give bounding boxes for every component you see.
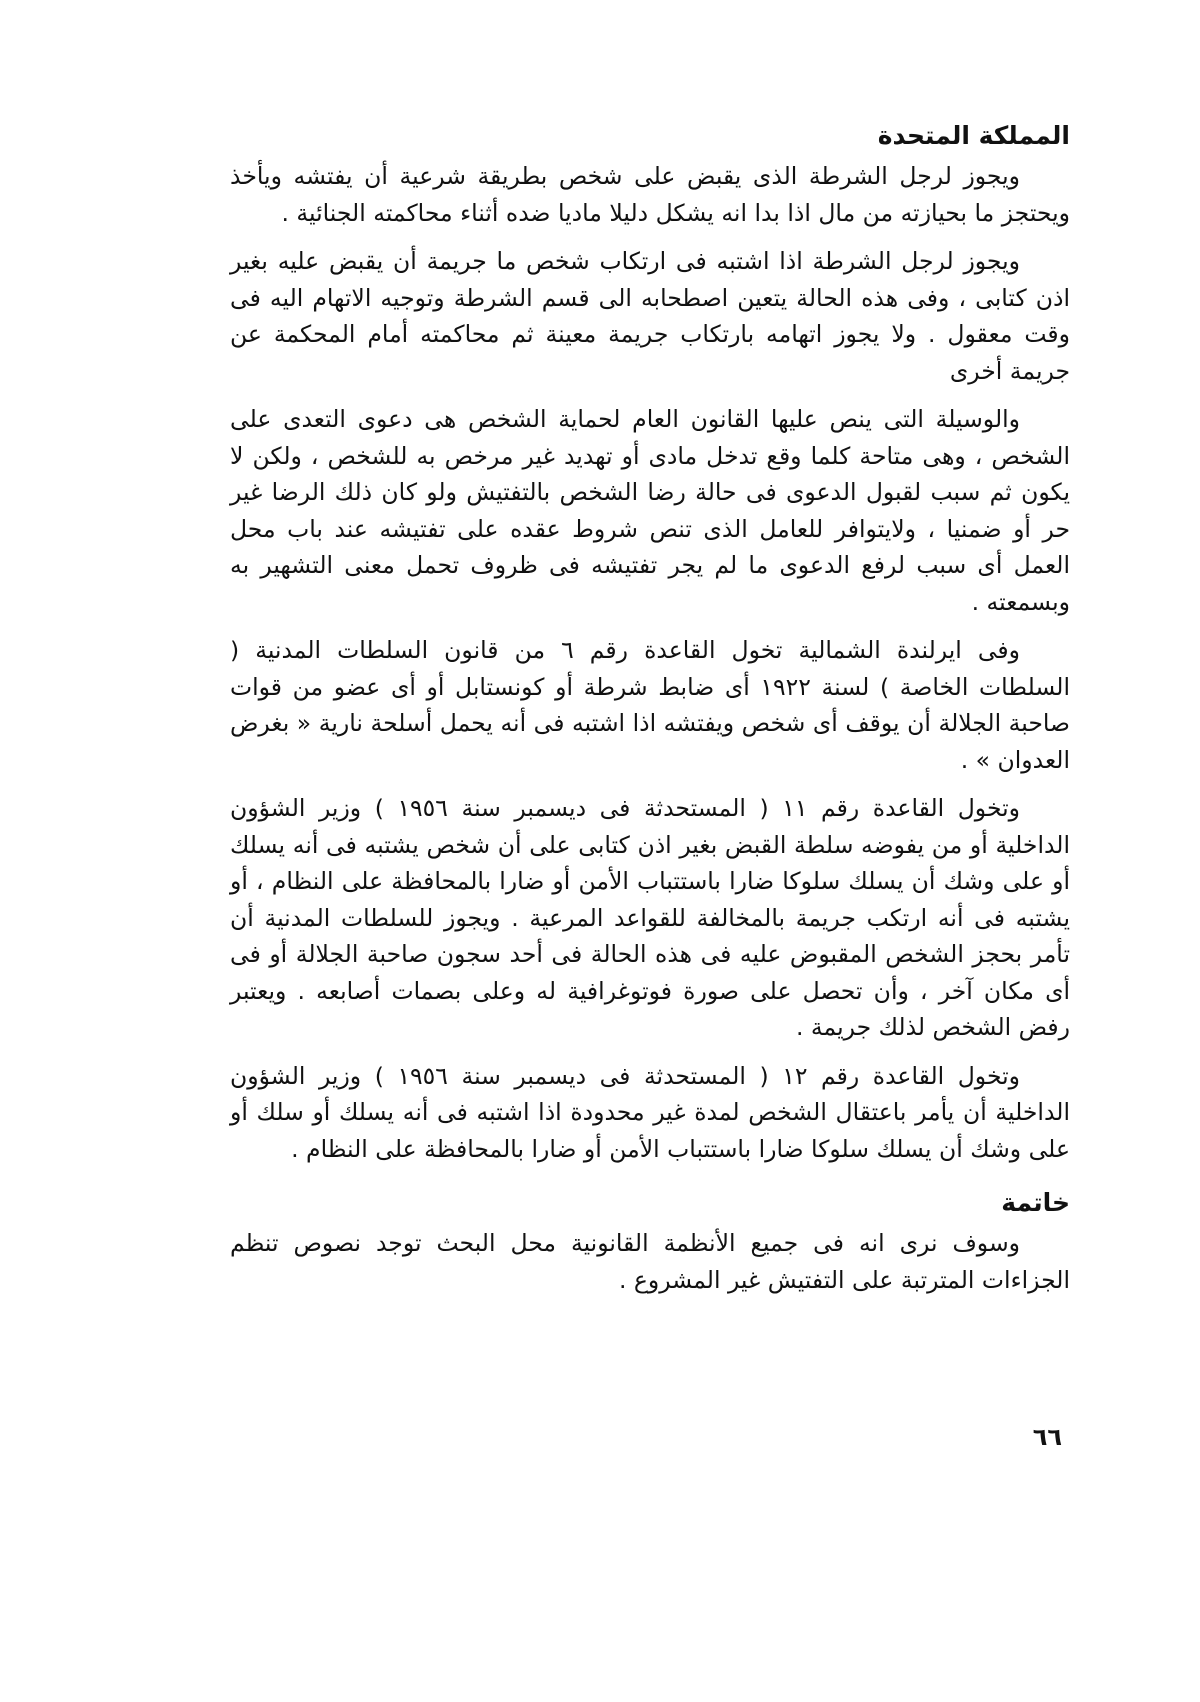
section-heading-united-kingdom: المملكة المتحدة	[877, 121, 1070, 150]
text-column	[230, 118, 1070, 1310]
paragraph-1: ويجوز لرجل الشرطة الذى يقبض على شخص بطريقة شرعية أن يفتشه ويأخذ ويحتجز ما بحيازته من مال اذا بدا انه يشكل دليلا ماديا ضده أثناء محاكمته الجنائية .	[230, 162, 1070, 227]
page-number: ٦٦	[1032, 1423, 1062, 1451]
paragraph-6: وتخول القاعدة رقم ١٢ ( المستحدثة فى ديسمبر سنة ١٩٥٦ ) وزير الشؤون الداخلية أن يأمر باعتقال الشخص لمدة غير محدودة اذا اشتبه فى أنه يسلك أو سلك أو على وشك أن يسلك سلوكا ضارا باستتباب الأمن أو ضارا بالمحافظة على النظام .	[230, 1061, 1070, 1163]
paragraph-5: وتخول القاعدة رقم ١١ ( المستحدثة فى ديسمبر سنة ١٩٥٦ ) وزير الشؤون الداخلية أو من يفوضه سلطة القبض بغير اذن كتابى على أن شخص يشتبه فى أنه يسلك أو على وشك أن يسلك سلوكا ضارا باستتباب الأمن أو ضارا بالمحافظة على النظام ، أو يشتبه فى أنه ارتكب جريمة بالمخالفة للقواعد المرعية . ويجوز للسلطات المدنية أن تأمر بحجز الشخص المقبوض عليه فى هذه الحالة فى أحد سجون صاحبة الجلالة أو فى أى مكان آخر ، وأن تحصل على صورة فوتوغرافية له وعلى بصمات أصابعه . ويعتبر رفض الشخص لذلك جريمة .	[230, 794, 1070, 1041]
paragraph-2: ويجوز لرجل الشرطة اذا اشتبه فى ارتكاب شخص ما جريمة أن يقبض عليه بغير اذن كتابى ، وفى هذه الحالة يتعين اصطحابه الى قسم الشرطة وتوجيه الاتهام اليه فى وقت معقول . ولا يجوز اتهامه بارتكاب جريمة معينة ثم محاكمته أمام المحكمة عن جريمة أخرى	[230, 247, 1070, 385]
paragraph-3: والوسيلة التى ينص عليها القانون العام لحماية الشخص هى دعوى التعدى على الشخص ، وهى متاحة كلما وقع تدخل مادى أو تهديد غير مرخص به للشخص ، ولكن لا يكون ثم سبب لقبول الدعوى فى حالة رضا الشخص بالتفتيش ولو كان ذلك الرضا غير حر أو ضمنيا ، ولايتوافر للعامل الذى تنص شروط عقده على تفتيشه عند باب محل العمل أى سبب لرفع الدعوى ما لم يجر تفتيشه فى ظروف تحمل معنى التشهير به وبسمعته .	[230, 405, 1070, 616]
section-heading-conclusion: خاتمة	[1001, 1188, 1070, 1217]
paragraph-7: وسوف نرى انه فى جميع الأنظمة القانونية محل البحث توجد نصوص تنظم الجزاءات المترتبة على التفتيش غير المشروع .	[230, 1229, 1070, 1294]
document-page	[100, 0, 1200, 1556]
paragraph-4: وفى ايرلندة الشمالية تخول القاعدة رقم ٦ من قانون السلطات المدنية ( السلطات الخاصة ) لسنة ١٩٢٢ أى ضابط شرطة أو كونستابل أو أى عضو من قوات صاحبة الجلالة أن يوقف أى شخص ويفتشه اذا اشتبه فى أنه يحمل أسلحة نارية « بغرض العدوان » .	[230, 636, 1070, 774]
